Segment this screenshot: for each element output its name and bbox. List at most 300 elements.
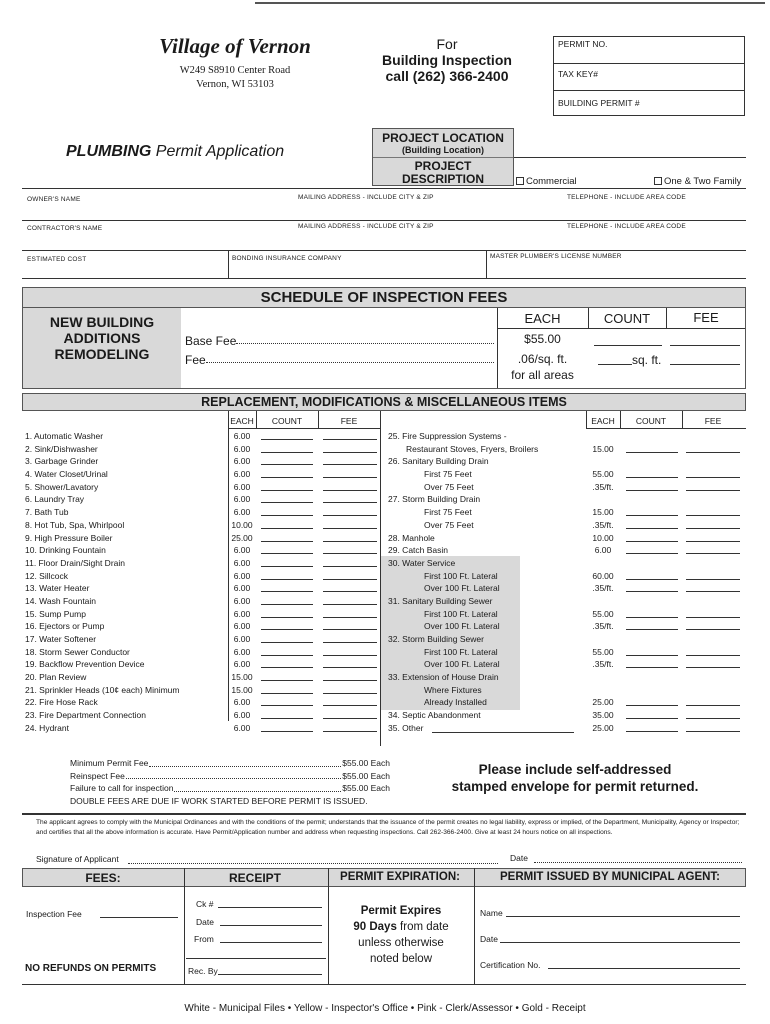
left-item-label: 14. Wash Fountain xyxy=(25,595,97,606)
schedule-header-rule xyxy=(497,328,745,329)
left-item-count-field[interactable] xyxy=(261,477,313,478)
permit-info-box xyxy=(553,36,745,116)
left-item-each: 6.00 xyxy=(233,722,251,733)
top-rule xyxy=(255,2,765,4)
left-item-each: 6.00 xyxy=(233,621,251,632)
right-item-label: 30. Water Service xyxy=(388,557,456,568)
left-item-label: 9. High Pressure Boiler xyxy=(25,532,113,543)
left-item-label: 10. Drinking Fountain xyxy=(25,545,106,556)
right-item-each: .35/ft. xyxy=(592,481,614,492)
right-item-label: First 100 Ft. Lateral xyxy=(424,570,498,581)
left-item-label: 5. Shower/Lavatory xyxy=(25,481,99,492)
right-item-label: 31. Sanitary Building Sewer xyxy=(388,595,493,606)
right-item-row xyxy=(388,519,746,532)
left-item-each: 6.00 xyxy=(233,583,251,594)
left-item-fee-field[interactable] xyxy=(323,731,377,732)
left-item-count-field[interactable] xyxy=(261,655,313,656)
agent-name-field[interactable] xyxy=(506,916,740,917)
rec-by-label: Rec. By xyxy=(188,966,218,976)
left-item-count-field[interactable] xyxy=(261,718,313,719)
sqft-count-field[interactable] xyxy=(598,364,632,365)
bonding-divider xyxy=(486,250,487,278)
left-item-count-field[interactable] xyxy=(261,452,313,453)
schedule-title: SCHEDULE OF INSPECTION FEES xyxy=(260,289,508,306)
schedule-header xyxy=(22,287,746,308)
right-item-count-field[interactable] xyxy=(626,553,678,554)
right-items-list xyxy=(388,430,746,735)
right-item-fee-field[interactable] xyxy=(686,490,740,491)
right-item-count-field[interactable] xyxy=(626,655,678,656)
right-item-label: 33. Extension of House Drain xyxy=(388,672,499,683)
left-item-fee-field[interactable] xyxy=(323,528,377,529)
check-number-field[interactable] xyxy=(218,907,322,908)
owner-rule xyxy=(22,220,746,221)
left-item-label: 24. Hydrant xyxy=(25,722,69,733)
right-item-row xyxy=(388,671,746,684)
right-item-row xyxy=(388,544,746,557)
signature-field[interactable] xyxy=(128,863,498,864)
one-two-family-label: One & Two Family xyxy=(664,176,742,187)
left-each-header: EACH xyxy=(230,416,254,426)
right-item-count-field[interactable] xyxy=(626,718,678,719)
left-item-fee-field[interactable] xyxy=(323,541,377,542)
reinspect-label: Reinspect Fee xyxy=(70,770,125,781)
project-location-line xyxy=(514,157,746,158)
address-line-2: Vernon, WI 53103 xyxy=(196,79,274,90)
right-item-fee-field[interactable] xyxy=(686,579,740,580)
min-permit-label: Minimum Permit Fee xyxy=(70,758,149,768)
left-item-count-field[interactable] xyxy=(261,541,313,542)
left-item-row xyxy=(25,532,380,545)
right-item-label: Restaurant Stoves, Fryers, Broilers xyxy=(406,443,539,454)
project-description-label-1: PROJECT xyxy=(414,159,472,173)
right-item-each: 25.00 xyxy=(592,722,614,733)
project-labels-box xyxy=(372,128,514,186)
new-building-label: NEW BUILDING xyxy=(49,314,155,330)
base-fee-field[interactable] xyxy=(670,345,740,346)
right-each-header: EACH xyxy=(591,416,615,426)
right-item-row xyxy=(388,658,746,671)
left-item-label: 19. Backflow Prevention Device xyxy=(25,659,145,670)
right-item-count-field[interactable] xyxy=(626,591,678,592)
contractor-telephone-field[interactable]: TELEPHONE - INCLUDE AREA CODE xyxy=(567,223,686,230)
right-item-fee-field[interactable] xyxy=(686,731,740,732)
right-item-each: 55.00 xyxy=(592,469,614,480)
left-item-row xyxy=(25,722,380,735)
left-item-label: 11. Floor Drain/Sight Drain xyxy=(25,557,125,568)
expires-line-4: noted below xyxy=(369,953,433,965)
right-item-fee-field[interactable] xyxy=(686,541,740,542)
right-item-fee-field[interactable] xyxy=(686,629,740,630)
right-item-fee-field[interactable] xyxy=(686,617,740,618)
left-item-fee-field[interactable] xyxy=(323,464,377,465)
from-label: From xyxy=(194,934,214,944)
right-item-row xyxy=(388,684,746,697)
left-item-each: 6.00 xyxy=(233,443,251,454)
left-item-label: 22. Fire Hose Rack xyxy=(25,697,98,708)
left-item-row xyxy=(25,443,380,456)
right-item-fee-field[interactable] xyxy=(686,553,740,554)
left-item-fee-field[interactable] xyxy=(323,642,377,643)
left-item-fee-field[interactable] xyxy=(323,566,377,567)
right-item-fee-field[interactable] xyxy=(686,477,740,478)
left-item-fee-field[interactable] xyxy=(323,617,377,618)
right-item-label: Over 75 Feet xyxy=(424,481,474,492)
left-item-fee-field[interactable] xyxy=(323,579,377,580)
left-item-each: 6.00 xyxy=(233,608,251,619)
right-item-row xyxy=(388,557,746,570)
left-item-count-field[interactable] xyxy=(261,591,313,592)
left-item-fee-field[interactable] xyxy=(323,604,377,605)
right-item-each: 6.00 xyxy=(594,545,612,556)
right-item-count-field[interactable] xyxy=(626,477,678,478)
new-building-box xyxy=(23,308,181,388)
left-item-row xyxy=(25,709,380,722)
expiration-divider xyxy=(474,868,475,984)
right-item-each: 55.00 xyxy=(592,646,614,657)
left-item-row xyxy=(25,684,380,697)
rec-by-field[interactable] xyxy=(218,974,322,975)
sqft-fee-dots xyxy=(206,362,494,363)
agreement-top-rule xyxy=(22,813,746,815)
right-item-label: 25. Fire Suppression Systems - xyxy=(388,431,507,441)
left-header-rule xyxy=(228,428,380,429)
left-item-label: 17. Water Softener xyxy=(25,634,97,644)
owner-telephone-field[interactable]: TELEPHONE - INCLUDE AREA CODE xyxy=(567,194,686,201)
right-item-each: 10.00 xyxy=(592,532,614,543)
envelope-line-2: stamped envelope for permit returned. xyxy=(451,779,699,794)
left-item-row xyxy=(25,506,380,519)
left-item-each: 6.00 xyxy=(233,697,251,708)
left-item-row xyxy=(25,646,380,659)
left-item-each: 6.00 xyxy=(233,659,251,670)
right-item-count-field[interactable] xyxy=(626,579,678,580)
form-title-rest: Permit Application xyxy=(151,143,285,160)
left-item-count-field[interactable] xyxy=(261,464,313,465)
right-item-fee-field[interactable] xyxy=(686,718,740,719)
right-item-label: 32. Storm Building Sewer xyxy=(388,634,484,644)
right-item-count-field[interactable] xyxy=(626,731,678,732)
left-item-label: 21. Sprinkler Heads (10¢ each) Minimum xyxy=(25,684,180,695)
replacement-header xyxy=(22,393,746,411)
left-item-count-field[interactable] xyxy=(261,693,313,694)
right-item-count-field[interactable] xyxy=(626,490,678,491)
no-refunds-label: NO REFUNDS ON PERMITS xyxy=(25,963,157,974)
left-item-count-field[interactable] xyxy=(261,553,313,554)
expires-days-rest: from date xyxy=(396,921,449,933)
contractor-name-field[interactable]: CONTRACTOR'S NAME xyxy=(27,225,103,232)
each-col-header: EACH xyxy=(524,311,561,326)
left-item-label: 4. Water Closet/Urinal xyxy=(25,469,108,480)
building-permit-field[interactable]: BUILDING PERMIT # xyxy=(558,98,640,108)
right-item-label: 28. Manhole xyxy=(388,532,435,543)
bonding-field[interactable]: BONDING INSURANCE COMPANY xyxy=(232,255,342,262)
left-item-each: 6.00 xyxy=(233,570,251,581)
right-item-label: 26. Sanitary Building Drain xyxy=(388,456,489,467)
left-item-row xyxy=(25,557,380,570)
certification-field[interactable] xyxy=(548,968,740,969)
owner-name-field[interactable]: OWNER'S NAME xyxy=(27,196,81,203)
permit-no-field[interactable]: PERMIT NO. xyxy=(558,39,608,49)
right-item-label: First 75 Feet xyxy=(424,469,472,480)
left-item-count-field[interactable] xyxy=(261,642,313,643)
tax-key-field[interactable]: TAX KEY# xyxy=(558,69,598,79)
right-fee-header: FEE xyxy=(704,416,722,426)
right-item-label: First 100 Ft. Lateral xyxy=(424,646,498,657)
receipt-date-label: Date xyxy=(196,917,214,927)
issued-header: PERMIT ISSUED BY MUNICIPAL AGENT: xyxy=(499,871,720,883)
project-location-label: PROJECT LOCATION xyxy=(382,131,504,145)
left-item-count-field[interactable] xyxy=(261,617,313,618)
right-item-row xyxy=(388,696,746,709)
left-fee-header: FEE xyxy=(340,416,358,426)
left-item-fee-field[interactable] xyxy=(323,553,377,554)
signature-date-field[interactable] xyxy=(534,862,742,863)
left-item-label: 6. Laundry Tray xyxy=(25,494,85,505)
right-item-each: .35/ft. xyxy=(592,621,614,632)
left-item-each: 15.00 xyxy=(231,672,253,683)
left-item-count-field[interactable] xyxy=(261,705,313,706)
right-count-header: COUNT xyxy=(635,416,667,426)
left-item-fee-field[interactable] xyxy=(323,655,377,656)
form-title xyxy=(66,143,284,161)
right-item-label: Over 100 Ft. Lateral xyxy=(424,621,500,632)
left-item-fee-field[interactable] xyxy=(323,439,377,440)
left-item-label: 2. Sink/Dishwasher xyxy=(25,443,98,454)
count-col-header: COUNT xyxy=(603,311,651,326)
left-item-each: 6.00 xyxy=(233,456,251,467)
left-item-fee-field[interactable] xyxy=(323,502,377,503)
right-item-row xyxy=(388,722,746,735)
left-item-fee-field[interactable] xyxy=(323,705,377,706)
left-item-label: 16. Ejectors or Pump xyxy=(25,621,105,632)
right-item-count-field[interactable] xyxy=(626,528,678,529)
right-item-fee-field[interactable] xyxy=(686,528,740,529)
left-item-row xyxy=(25,455,380,468)
left-item-row xyxy=(25,658,380,671)
right-item-row xyxy=(388,443,746,456)
left-item-label: 13. Water Heater xyxy=(25,583,90,594)
additions-label: ADDITIONS xyxy=(63,330,141,346)
fees-divider xyxy=(184,868,185,984)
sqft-fee-label: Fee xyxy=(185,353,206,367)
left-item-label: 15. Sump Pump xyxy=(25,608,86,619)
left-item-each: 25.00 xyxy=(231,532,253,543)
right-item-count-field[interactable] xyxy=(626,667,678,668)
expires-days: 90 Days xyxy=(353,921,397,933)
right-item-fee-field[interactable] xyxy=(686,452,740,453)
right-item-each: .35/ft. xyxy=(592,583,614,594)
right-item-count-field[interactable] xyxy=(626,629,678,630)
left-item-label: 20. Plan Review xyxy=(25,672,87,683)
left-item-each: 6.00 xyxy=(233,634,251,644)
receipt-header: RECEIPT xyxy=(228,871,281,885)
one-two-family-checkbox[interactable] xyxy=(654,177,662,185)
right-item-label: Over 100 Ft. Lateral xyxy=(424,583,500,594)
inspection-fee-label: Inspection Fee xyxy=(26,909,82,919)
right-item-row xyxy=(388,493,746,506)
left-item-count-field[interactable] xyxy=(261,667,313,668)
right-item-row xyxy=(388,570,746,583)
base-fee-amount: $55.00 xyxy=(524,332,561,346)
left-item-label: 23. Fire Department Connection xyxy=(25,710,146,721)
left-item-count-field[interactable] xyxy=(261,731,313,732)
left-item-label: 7. Bath Tub xyxy=(25,507,69,518)
right-header-rule xyxy=(586,428,746,429)
reinspect-amount: $55.00 Each xyxy=(342,770,390,781)
left-item-fee-field[interactable] xyxy=(323,667,377,668)
owner-mailing-field[interactable]: MAILING ADDRESS - INCLUDE CITY & ZIP xyxy=(298,194,434,201)
agent-name-label: Name xyxy=(480,908,503,918)
bottom-box-rule xyxy=(22,984,746,985)
sqft-unit-label: sq. ft. xyxy=(632,353,662,367)
left-item-fee-field[interactable] xyxy=(323,515,377,516)
master-plumber-field[interactable]: MASTER PLUMBER'S LICENSE NUMBER xyxy=(490,253,622,260)
left-item-row xyxy=(25,582,380,595)
right-item-count-field[interactable] xyxy=(626,452,678,453)
left-item-each: 6.00 xyxy=(233,545,251,556)
left-item-count-field[interactable] xyxy=(261,502,313,503)
left-items-list xyxy=(25,430,380,735)
right-item-each: 15.00 xyxy=(592,443,614,454)
left-item-row xyxy=(25,430,380,443)
owner-top-rule xyxy=(22,188,746,189)
certification-label: Certification No. xyxy=(480,960,541,970)
commercial-checkbox[interactable] xyxy=(516,177,524,185)
right-item-label: 35. Other xyxy=(388,722,424,733)
left-item-label: 8. Hot Tub, Spa, Whirlpool xyxy=(25,519,125,530)
right-item-each: 55.00 xyxy=(592,608,614,619)
left-item-label: 12. Sillcock xyxy=(25,570,68,581)
failure-label: Failure to call for inspection xyxy=(70,783,174,793)
commercial-option[interactable] xyxy=(516,176,577,187)
left-item-each: 6.00 xyxy=(233,431,251,441)
left-item-row xyxy=(25,519,380,532)
agent-date-field[interactable] xyxy=(500,942,740,943)
village-name: Village of Vernon xyxy=(159,34,311,58)
left-item-count-field[interactable] xyxy=(261,528,313,529)
left-item-label: 18. Storm Sewer Conductor xyxy=(25,646,130,657)
minimum-fees-block xyxy=(70,757,390,807)
left-item-count-field[interactable] xyxy=(261,515,313,516)
left-item-row xyxy=(25,481,380,494)
left-item-row xyxy=(25,608,380,621)
estimated-cost-field[interactable]: ESTIMATED COST xyxy=(27,256,87,263)
right-item-count-field[interactable] xyxy=(626,705,678,706)
right-item-each: .35/ft. xyxy=(592,659,614,670)
right-item-row xyxy=(388,633,746,646)
right-item-label: 29. Catch Basin xyxy=(388,545,449,556)
right-item-count-field[interactable] xyxy=(626,541,678,542)
right-item-count-field[interactable] xyxy=(626,617,678,618)
left-item-fee-field[interactable] xyxy=(323,629,377,630)
sqft-rate: .06/sq. ft. xyxy=(517,352,568,366)
left-item-each: 6.00 xyxy=(233,469,251,480)
contractor-mailing-field[interactable]: MAILING ADDRESS - INCLUDE CITY & ZIP xyxy=(298,223,434,230)
left-item-fee-field[interactable] xyxy=(323,693,377,694)
inspection-fee-field[interactable] xyxy=(100,917,178,918)
left-item-count-field[interactable] xyxy=(261,439,313,440)
right-item-fee-field[interactable] xyxy=(686,591,740,592)
left-item-row xyxy=(25,493,380,506)
right-item-label: Already Installed xyxy=(424,697,487,708)
building-inspection-label: Building Inspection xyxy=(382,52,512,68)
base-fee-label: Base Fee xyxy=(185,334,237,348)
right-item-count-field[interactable] xyxy=(626,515,678,516)
left-item-each: 15.00 xyxy=(231,684,253,695)
project-description-label-2: DESCRIPTION xyxy=(401,172,484,186)
right-item-row xyxy=(388,455,746,468)
left-item-fee-field[interactable] xyxy=(323,591,377,592)
left-item-fee-field[interactable] xyxy=(323,680,377,681)
right-item-label: First 75 Feet xyxy=(424,507,472,518)
right-item-each: .35/ft. xyxy=(592,519,614,530)
left-item-row xyxy=(25,570,380,583)
replacement-title: REPLACEMENT, MODIFICATIONS & MISCELLANEOUS ITEMS xyxy=(201,395,567,409)
base-count-field[interactable] xyxy=(594,345,662,346)
left-item-count-field[interactable] xyxy=(261,566,313,567)
left-item-label: 3. Garbage Grinder xyxy=(25,456,99,467)
left-item-each: 6.00 xyxy=(233,557,251,568)
left-item-each: 6.00 xyxy=(233,494,251,505)
right-item-fee-field[interactable] xyxy=(686,515,740,516)
fields-bottom-rule xyxy=(22,278,746,279)
from-field[interactable] xyxy=(220,942,322,943)
left-item-fee-field[interactable] xyxy=(323,718,377,719)
receipt-date-field[interactable] xyxy=(220,925,322,926)
right-item-fee-field[interactable] xyxy=(686,705,740,706)
agreement-text: The applicant agrees to comply with the Municipal Ordinances and with the conditions of the permit; understands that the issuance of the permit creates no legal liability, express or implied, of the Department, Municipality, Agency or Inspector; and certifies that all the above information is accurate. Have Permit/Application number and address when requesting inspections. Call 262-366-2400. Give at least 24 hours notice on all inspections. xyxy=(36,819,740,836)
one-two-family-option[interactable] xyxy=(654,176,741,187)
left-item-count-field[interactable] xyxy=(261,490,313,491)
left-item-count-field[interactable] xyxy=(261,604,313,605)
left-item-count-field[interactable] xyxy=(261,680,313,681)
receipt-extra-line xyxy=(186,958,326,959)
left-item-each: 6.00 xyxy=(233,507,251,518)
fee-col-header: FEE xyxy=(693,310,719,325)
form-title-bold: PLUMBING xyxy=(66,143,152,160)
left-item-each: 10.00 xyxy=(231,519,253,530)
left-item-count-field[interactable] xyxy=(261,579,313,580)
left-item-count-field[interactable] xyxy=(261,629,313,630)
left-item-row xyxy=(25,595,380,608)
right-item-row xyxy=(388,595,746,608)
right-item-row xyxy=(388,468,746,481)
left-item-fee-field[interactable] xyxy=(323,490,377,491)
expires-line-3: unless otherwise xyxy=(358,937,444,949)
double-fees-notice: DOUBLE FEES ARE DUE IF WORK STARTED BEFORE PERMIT IS ISSUED. xyxy=(70,795,368,806)
other-description-field[interactable] xyxy=(432,732,574,733)
right-item-fee-field[interactable] xyxy=(686,667,740,668)
envelope-line-1: Please include self-addressed xyxy=(478,762,672,777)
left-item-each: 6.00 xyxy=(233,646,251,657)
failure-amount: $55.00 Each xyxy=(342,783,390,793)
all-areas-label: for all areas xyxy=(511,368,574,382)
right-item-fee-field[interactable] xyxy=(686,655,740,656)
left-item-row xyxy=(25,696,380,709)
left-item-each: 6.00 xyxy=(233,710,251,721)
left-item-fee-field[interactable] xyxy=(323,452,377,453)
signature-label: Signature of Applicant xyxy=(36,854,119,864)
right-item-row xyxy=(388,582,746,595)
commercial-label: Commercial xyxy=(526,176,577,187)
right-item-label: Over 100 Ft. Lateral xyxy=(424,659,500,670)
for-label: For xyxy=(436,36,458,52)
sqft-fee-field[interactable] xyxy=(670,364,740,365)
right-item-row xyxy=(388,646,746,659)
left-item-fee-field[interactable] xyxy=(323,477,377,478)
right-item-label: Where Fixtures xyxy=(424,684,482,695)
